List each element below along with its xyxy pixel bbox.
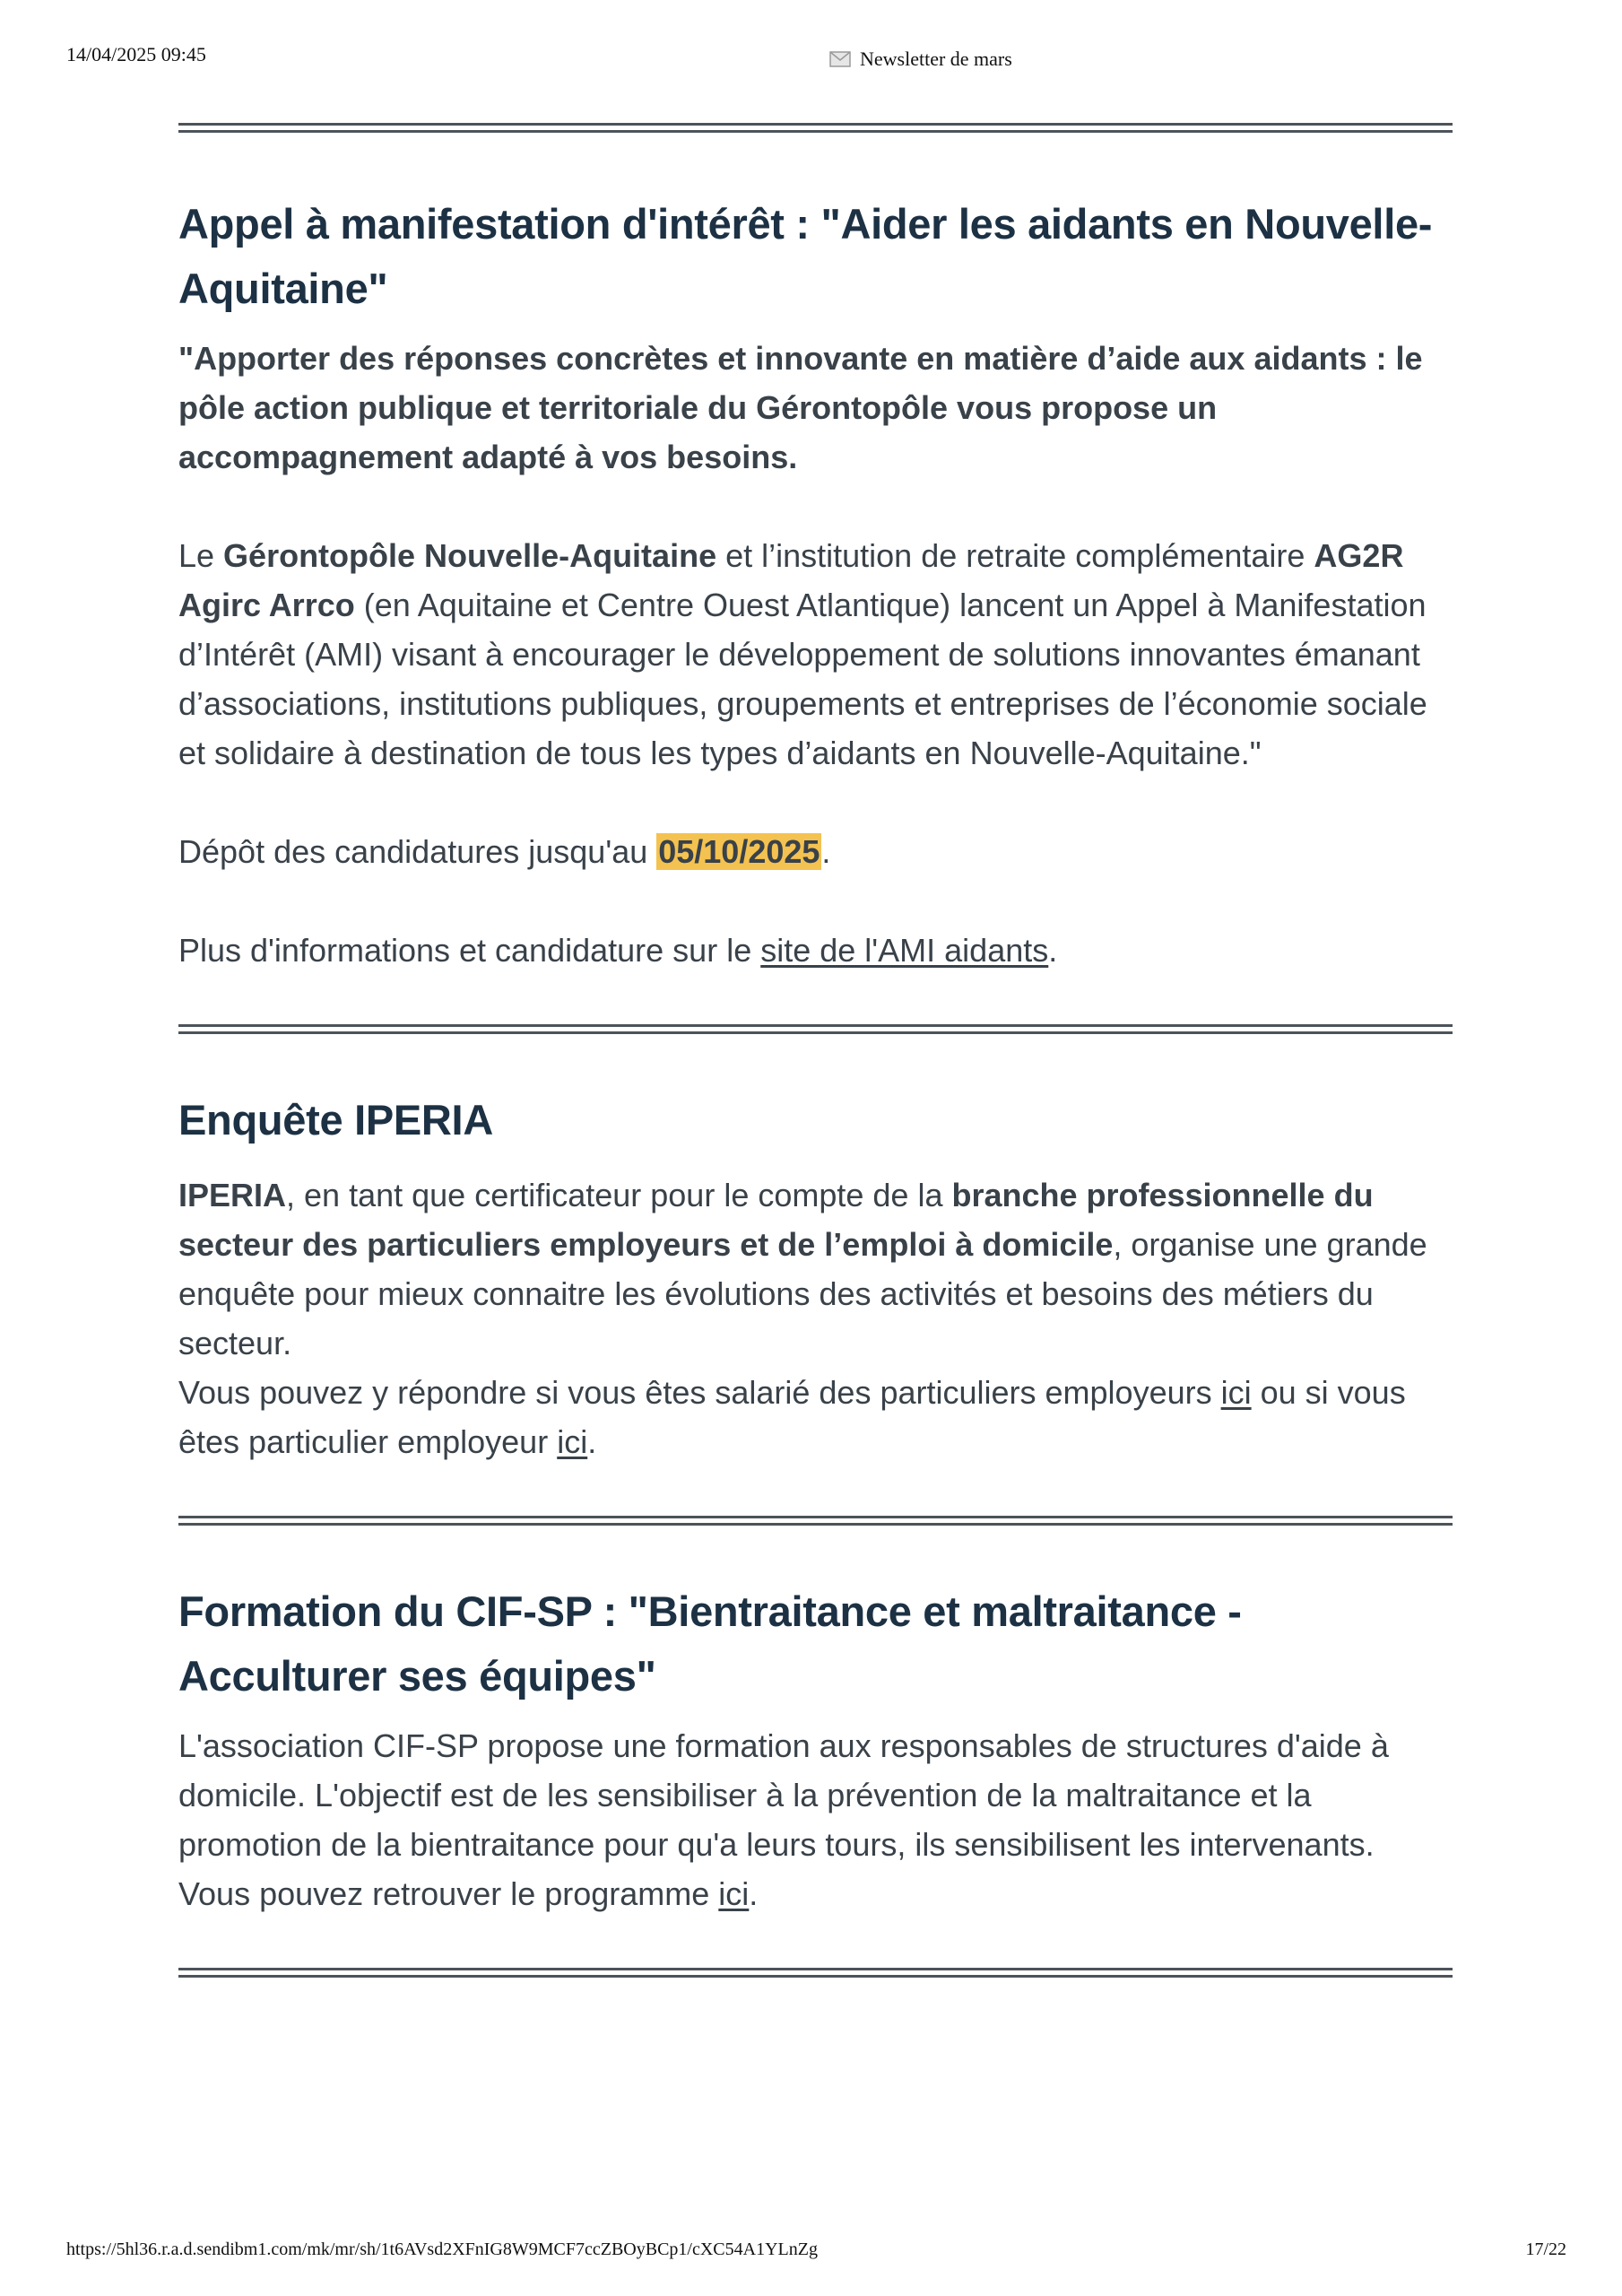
- more-info-prefix: Plus d'informations et candidature sur le: [178, 932, 761, 969]
- body-bold-gerontopole: Gérontopôle Nouvelle-Aquitaine: [223, 537, 717, 574]
- ami-site-link[interactable]: site de l'AMI aidants: [760, 932, 1049, 969]
- section-divider: [178, 123, 1453, 133]
- print-title-text: Newsletter de mars: [860, 48, 1012, 70]
- envelope-icon: [829, 51, 851, 67]
- page-number: 17/22: [1525, 2239, 1566, 2259]
- deadline-line: [178, 827, 1453, 876]
- iperia-section: [178, 1088, 1453, 1466]
- body-bold-ag2r: AG2R Agirc Arrco: [178, 537, 1404, 623]
- section-title: Appel à manifestation d'intérêt : "Aider les aidants en Nouvelle-Aquitaine": [178, 200, 1433, 312]
- survey-employer-link[interactable]: ici: [557, 1423, 588, 1460]
- deadline-date: 05/10/2025: [658, 833, 820, 870]
- section-divider: [178, 1516, 1453, 1526]
- deadline-prefix: Dépôt des candidatures jusqu'au: [178, 833, 657, 870]
- newsletter-content: [178, 123, 1453, 1978]
- more-info-line: [178, 926, 1453, 975]
- section-divider: [178, 1968, 1453, 1978]
- survey-employee-link[interactable]: ici: [1220, 1374, 1252, 1411]
- answer-text: ou si vous êtes particulier employeur: [178, 1374, 1406, 1460]
- body-text: Le: [178, 537, 224, 574]
- ami-aidants-section: [178, 192, 1453, 975]
- body-text: et l’institution de retraite complémentaire: [716, 537, 1314, 574]
- section-body: [178, 1721, 1453, 1918]
- answer-line: [178, 1368, 1453, 1466]
- section-title: Formation du CIF-SP : "Bientraitance et maltraitance - Acculturer ses équipes": [178, 1587, 1242, 1700]
- programme-link[interactable]: ici: [718, 1875, 750, 1912]
- body-text: , organise une grande enquête pour mieux connaitre les évolutions des activités et besoins des métiers du secteur.: [178, 1226, 1427, 1361]
- section-divider: [178, 1024, 1453, 1034]
- section-title: Enquête IPERIA: [178, 1096, 493, 1144]
- more-info-suffix: .: [1048, 932, 1058, 969]
- print-date: 14/04/2025 09:45: [66, 43, 206, 65]
- body-text: , en tant que certificateur pour le compte de la: [286, 1177, 952, 1213]
- body-text: .: [749, 1875, 759, 1912]
- deadline-suffix: .: [821, 833, 831, 870]
- print-url: https://5hl36.r.a.d.sendibm1.com/mk/mr/sh/1t6AVsd2XFnIG8W9MCF7ccZBOyBCp1/cXC54A1YLnZg: [66, 2239, 818, 2259]
- body-bold-branche: branche professionnelle du secteur des particuliers employeurs et de l’emploi à domicile: [178, 1177, 1374, 1263]
- section-lead: "Apporter des réponses concrètes et innovante en matière d’aide aux aidants : le pôle action publique et territoriale du Gérontopôle vous propose un accompagnement adapté à vos besoins.: [178, 340, 1423, 475]
- body-bold-iperia: IPERIA: [178, 1177, 287, 1213]
- cif-sp-section: [178, 1579, 1453, 1918]
- answer-text: .: [587, 1423, 597, 1460]
- answer-text: Vous pouvez y répondre si vous êtes salarié des particuliers employeurs: [178, 1374, 1221, 1411]
- print-title: [829, 48, 1012, 71]
- section-body: [178, 1170, 1453, 1368]
- body-text: (en Aquitaine et Centre Ouest Atlantique) lancent un Appel à Manifestation d’Intérêt (AMI) visant à encourager le développement de solutions innovantes émanant d’associations, institutions publiques, groupements et entreprises de l’économie sociale et solidaire à destination de tous les types d’aidants en Nouvelle-Aquitaine.": [178, 587, 1427, 771]
- section-body: [178, 531, 1453, 778]
- body-text: L'association CIF-SP propose une formation aux responsables de structures d'aide à domicile. L'objectif est de les sensibiliser à la prévention de la maltraitance et la promotion de la bientraitance pour qu'a leurs tours, ils sensibilisent les intervenants. Vous pouvez retrouver le programme: [178, 1727, 1389, 1912]
